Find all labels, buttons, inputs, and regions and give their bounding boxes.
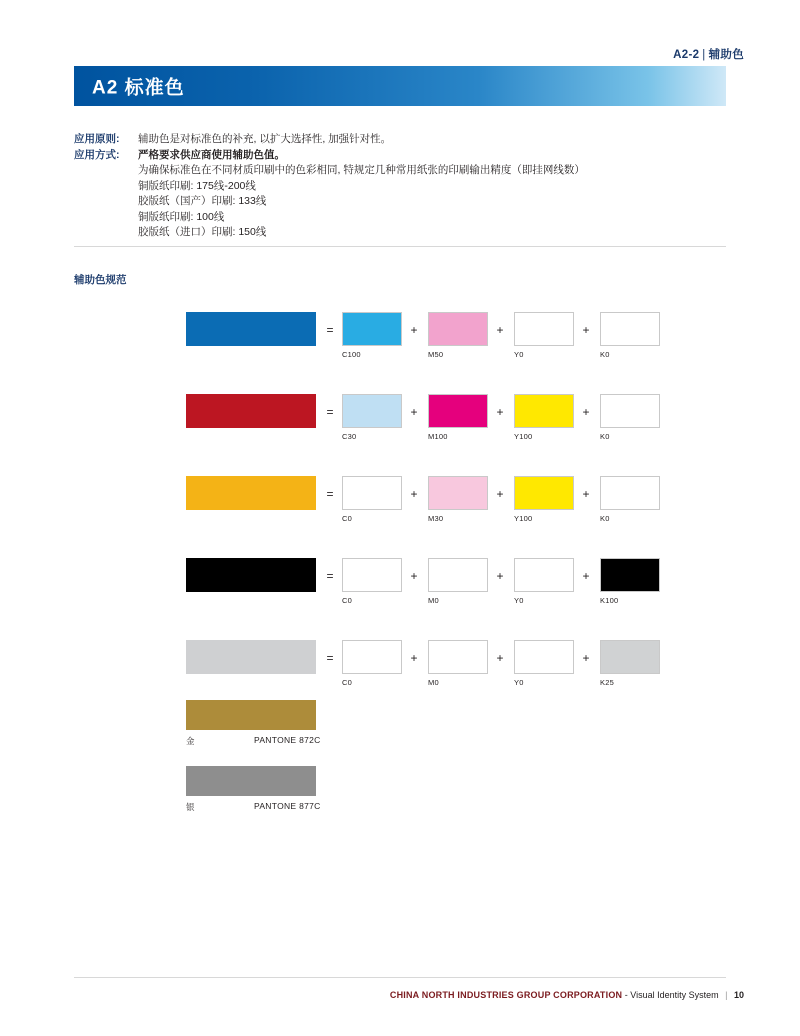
header-section-title: 辅助色 (708, 49, 744, 61)
plus-sign: + (410, 323, 418, 337)
cmyk-cell (342, 640, 402, 687)
cmyk-swatch (428, 640, 488, 674)
plus-sign: + (582, 569, 590, 583)
cmyk-swatch (342, 476, 402, 510)
page-title: A2 标准色 (92, 77, 185, 99)
cmyk-label: K0 (600, 350, 610, 359)
header-separator: | (702, 49, 706, 61)
section-label: 辅助色规范 (74, 274, 127, 286)
plus-sign: + (582, 405, 590, 419)
cmyk-swatch (600, 640, 660, 674)
cmyk-label: C100 (342, 350, 361, 359)
footer-separator: | (725, 990, 728, 1000)
intro-line-2: 胶版纸（国产）印刷: 133线 (138, 195, 267, 207)
pantone-row (74, 700, 726, 766)
cmyk-cell (514, 640, 574, 687)
plus-sign: + (410, 569, 418, 583)
cmyk-cell (428, 558, 488, 605)
intro-principle-text: 辅助色是对标准色的补充, 以扩大选择性, 加强针对性。 (138, 133, 392, 145)
pantone-row (74, 766, 726, 832)
cmyk-cell (342, 394, 402, 441)
plus-sign: + (496, 405, 504, 419)
cmyk-swatch (428, 558, 488, 592)
cmyk-label: C30 (342, 432, 357, 441)
cmyk-swatch (342, 640, 402, 674)
color-spec-table (74, 306, 726, 716)
cmyk-cell (600, 312, 660, 359)
plus-sign: + (496, 487, 504, 501)
cmyk-swatch (342, 558, 402, 592)
content-divider (74, 246, 726, 247)
cmyk-label: M30 (428, 514, 444, 523)
cmyk-label: C0 (342, 514, 352, 523)
pantone-name: 银 (186, 802, 195, 812)
cmyk-cell (600, 640, 660, 687)
intro-line-3: 铜版纸印刷: 100线 (138, 210, 225, 223)
cmyk-swatch (600, 312, 660, 346)
header-section-code: A2-2 (673, 49, 700, 61)
cmyk-swatch (514, 394, 574, 428)
cmyk-label: Y100 (514, 514, 533, 523)
intro-usage-label: 应用方式: (74, 148, 120, 161)
cmyk-cell (428, 476, 488, 523)
equals-sign: = (326, 405, 334, 419)
main-swatch (186, 394, 316, 428)
main-swatch (186, 476, 316, 510)
plus-sign: + (496, 323, 504, 337)
plus-sign: + (410, 405, 418, 419)
cmyk-label: C0 (342, 678, 352, 687)
footer-corporation: CHINA NORTH INDUSTRIES GROUP CORPORATION (389, 990, 623, 1000)
footer-system: - Visual Identity System (624, 990, 719, 1000)
intro-usage-row (74, 148, 734, 164)
cmyk-label: C0 (342, 596, 352, 605)
equals-sign: = (326, 569, 334, 583)
cmyk-cell (428, 394, 488, 441)
intro-principle-row (74, 132, 734, 148)
equals-sign: = (326, 651, 334, 665)
plus-sign: + (582, 651, 590, 665)
title-banner (74, 66, 726, 106)
cmyk-swatch (514, 558, 574, 592)
cmyk-swatch (342, 394, 402, 428)
intro-line-4: 胶版纸（进口）印刷: 150线 (138, 226, 267, 238)
cmyk-cell (342, 476, 402, 523)
page-footer (390, 990, 744, 1000)
cmyk-swatch (342, 312, 402, 346)
cmyk-swatch (600, 394, 660, 428)
cmyk-swatch (514, 312, 574, 346)
cmyk-swatch (600, 476, 660, 510)
plus-sign: + (496, 569, 504, 583)
cmyk-label: Y0 (514, 596, 524, 605)
cmyk-cell (514, 394, 574, 441)
cmyk-label: K0 (600, 514, 610, 523)
plus-sign: + (410, 651, 418, 665)
cmyk-swatch (428, 312, 488, 346)
cmyk-swatch (514, 476, 574, 510)
color-row (74, 470, 726, 552)
cmyk-cell (600, 394, 660, 441)
page-header (673, 46, 744, 62)
plus-sign: + (582, 323, 590, 337)
intro-usage-text: 严格要求供应商使用辅助色值。 (138, 148, 285, 161)
cmyk-cell (514, 476, 574, 523)
cmyk-cell (600, 558, 660, 605)
pantone-swatch (186, 700, 316, 730)
cmyk-cell (600, 476, 660, 523)
pantone-code: PANTONE 877C (254, 801, 321, 811)
cmyk-label: M50 (428, 350, 444, 359)
cmyk-cell (428, 312, 488, 359)
cmyk-cell (514, 312, 574, 359)
color-row (74, 306, 726, 388)
pantone-code: PANTONE 872C (254, 735, 321, 745)
equals-sign: = (326, 323, 334, 337)
main-swatch (186, 312, 316, 346)
pantone-spec-table (74, 700, 726, 832)
intro-block (74, 132, 734, 241)
color-row (74, 388, 726, 470)
intro-line-0: 为确保标准色在不同材质印刷中的色彩相同, 特规定几种常用纸张的印刷输出精度（即挂网线数） (138, 164, 585, 176)
cmyk-label: Y0 (514, 350, 524, 359)
cmyk-label: K25 (600, 678, 614, 687)
cmyk-cell (428, 640, 488, 687)
footer-divider (74, 977, 726, 978)
cmyk-label: K0 (600, 432, 610, 441)
pantone-swatch (186, 766, 316, 796)
cmyk-label: M100 (428, 432, 448, 441)
cmyk-swatch (428, 476, 488, 510)
cmyk-label: Y100 (514, 432, 533, 441)
intro-line-1: 铜版纸印刷: 175线-200线 (138, 179, 256, 192)
plus-sign: + (582, 487, 590, 501)
color-row (74, 552, 726, 634)
cmyk-cell (514, 558, 574, 605)
cmyk-label: M0 (428, 678, 439, 687)
cmyk-label: M0 (428, 596, 439, 605)
cmyk-swatch (428, 394, 488, 428)
equals-sign: = (326, 487, 334, 501)
cmyk-label: Y0 (514, 678, 524, 687)
cmyk-swatch (514, 640, 574, 674)
plus-sign: + (410, 487, 418, 501)
intro-principle-label: 应用原则: (74, 133, 120, 145)
cmyk-cell (342, 558, 402, 605)
main-swatch (186, 640, 316, 674)
footer-page-number: 10 (733, 990, 744, 1000)
main-swatch (186, 558, 316, 592)
cmyk-swatch (600, 558, 660, 592)
plus-sign: + (496, 651, 504, 665)
cmyk-cell (342, 312, 402, 359)
cmyk-label: K100 (600, 596, 619, 605)
pantone-name: 金 (186, 736, 195, 746)
